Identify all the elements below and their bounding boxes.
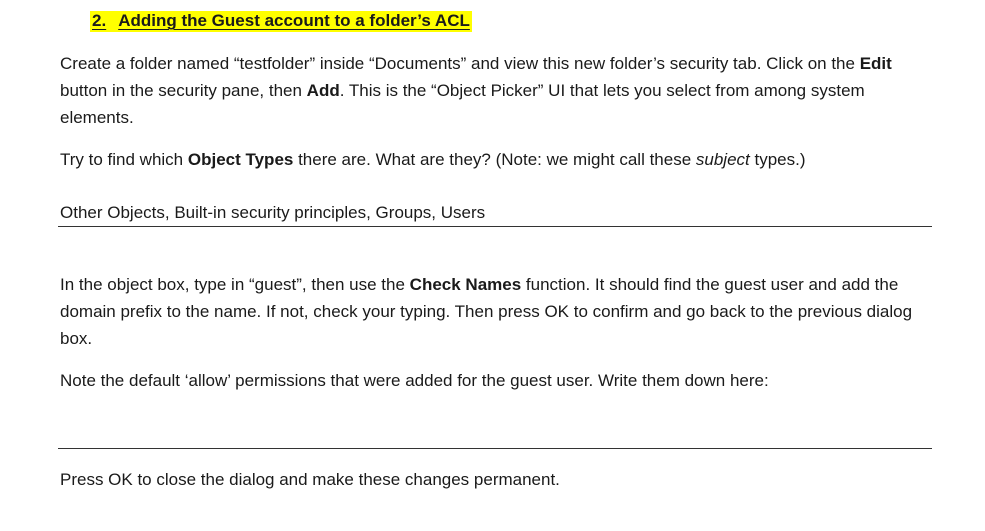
para2-text-3: types.) <box>749 150 806 169</box>
instruction-paragraph-4: Note the default ‘allow’ permissions that were added for the guest user. Write them down here: <box>60 371 769 390</box>
para3-text-1: In the object box, type in “guest”, then use the <box>60 275 410 294</box>
instruction-paragraph-3 <box>60 271 940 352</box>
section-heading <box>90 8 472 34</box>
answer-field-2[interactable] <box>58 422 932 449</box>
answer-text-1: Other Objects, Built-in security principles, Groups, Users <box>60 203 486 222</box>
para1-text-3: . This is the “Object Picker” UI that lets you select from among system elements. <box>60 81 865 127</box>
heading-title: Adding the Guest account to a folder’s ACL <box>118 11 470 30</box>
para2-text-2: there are. What are they? (Note: we might call these <box>293 150 696 169</box>
instruction-paragraph-2 <box>60 146 940 173</box>
para1-text-2: button in the security pane, then <box>60 81 307 100</box>
para1-bold-add: Add <box>306 81 340 100</box>
para2-italic-subject: subject <box>695 150 750 169</box>
para2-bold-object-types: Object Types <box>187 150 294 169</box>
para3-bold-check-names: Check Names <box>409 275 522 294</box>
para3-text-2: function. It should find the guest user and add the domain prefix to the name. If not, check your typing. Then press OK to confirm and go back to the previous dialog box. <box>60 275 913 348</box>
para2-text-1: Try to find which <box>60 150 188 169</box>
heading-number: 2. <box>92 11 107 30</box>
para1-text-1: Create a folder named “testfolder” inside “Documents” and view this new folder’s security tab. Click on the <box>60 54 860 73</box>
heading-highlight <box>90 11 472 32</box>
para1-bold-edit: Edit <box>859 54 892 73</box>
instruction-paragraph-5: Press OK to close the dialog and make these changes permanent. <box>60 470 560 489</box>
answer-field-1[interactable] <box>58 199 932 227</box>
instruction-paragraph-1 <box>60 50 940 131</box>
